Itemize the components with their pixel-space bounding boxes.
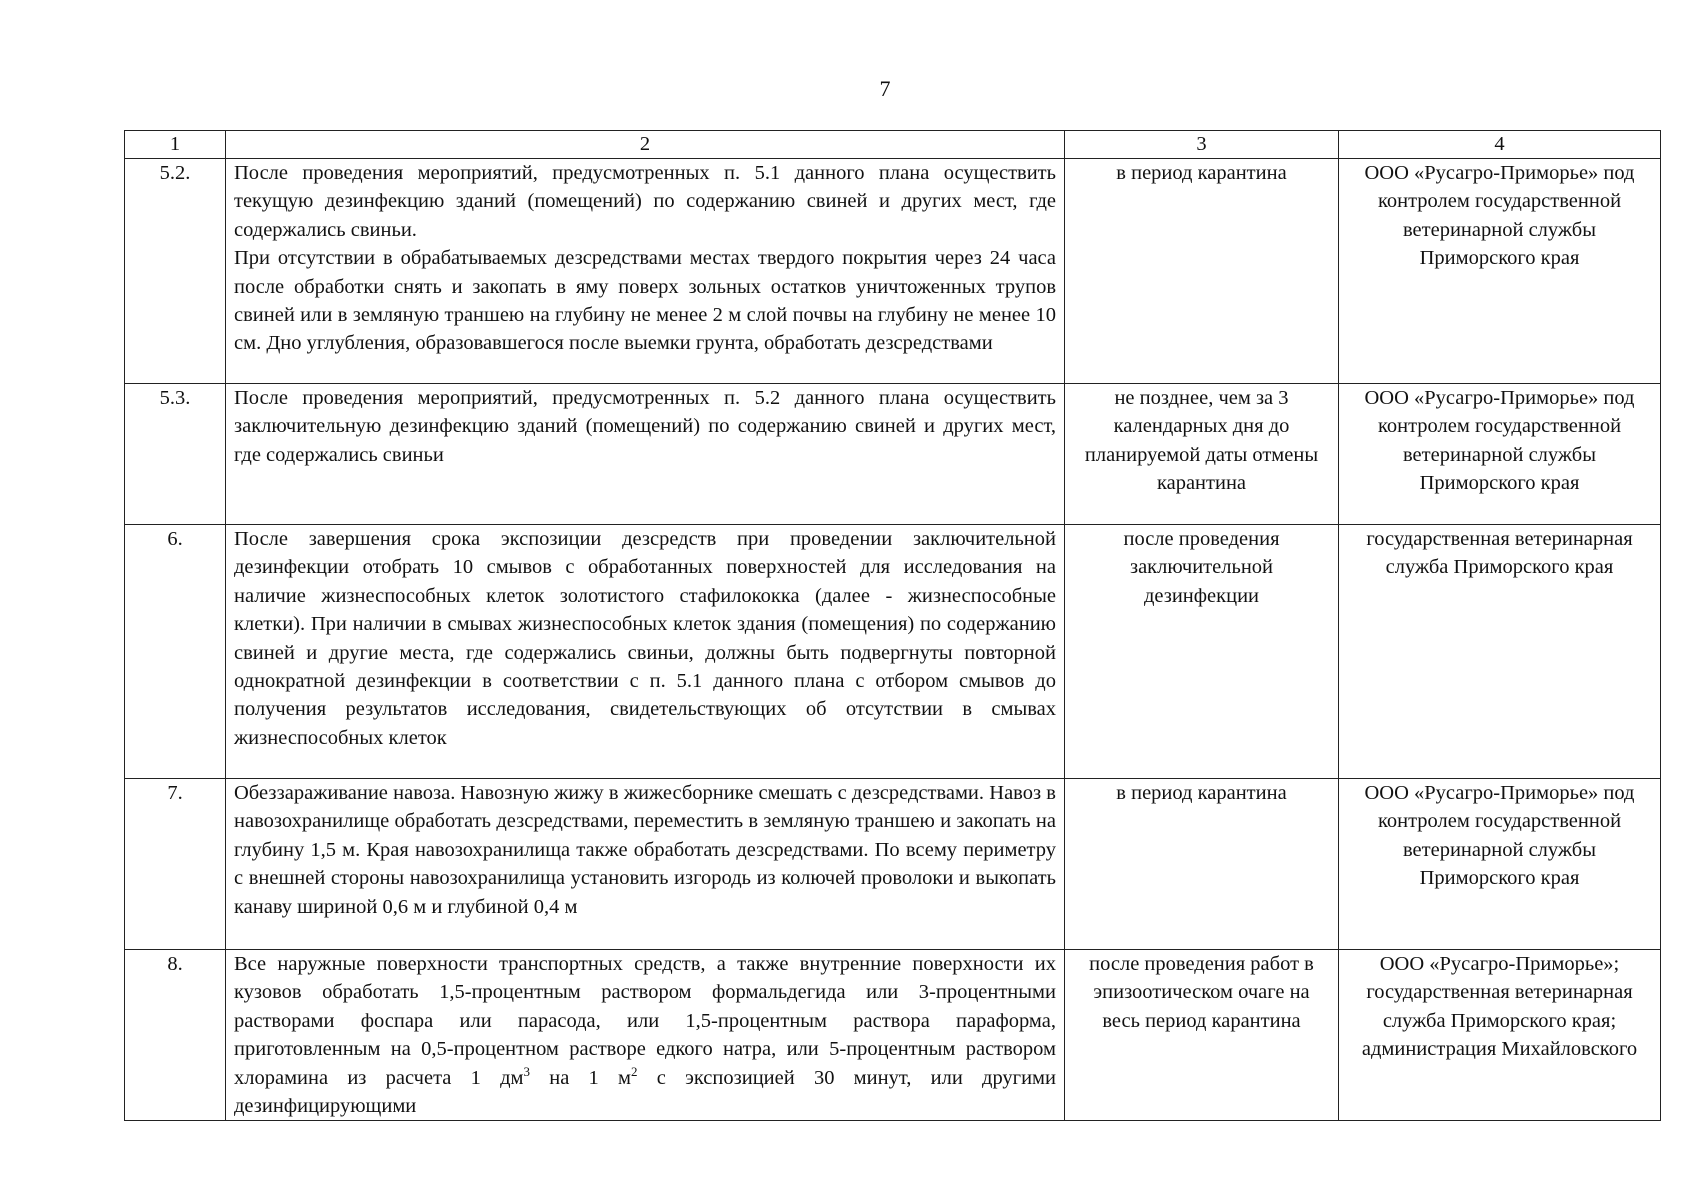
row-action [226,384,1065,525]
action-paragraph: При отсутствии в обрабатываемых дезсредствами местах твердого покрытия через 24 часа после обработки снять и закопать в яму поверх зольных остатков уничтоженных трупов свиней или в земляную траншею на глубину не менее 2 м слой почвы на глубину не менее 10 см. Дно углубления, образовавшегося после выемки грунта, обработать дезсредствами [234,247,1056,355]
column-number-4: 4 [1339,131,1661,159]
row-number: 5.3. [125,384,226,525]
column-number-3: 3 [1065,131,1339,159]
row-responsible: ООО «Русагро-Приморье» под контролем государственной ветеринарной службы Приморского края [1339,159,1661,384]
row-responsible: государственная ветеринарная служба Приморского края [1339,525,1661,779]
row-action [226,950,1065,1121]
table-row [125,950,1661,1121]
row-number: 8. [125,950,226,1121]
action-text-part: Все наружные поверхности транспортных средств, а также внутренние поверхности их кузовов обработать 1,5-процентным раствором формальдегида или 3-процентными растворами фоспара или парасода, или 1,5-процентным раствора параформа, приготовленным на 0,5-процентном растворе едкого натра, или 5-процентным раствором хлорамина из расчета 1 дм [234,953,1056,1089]
column-number-2: 2 [226,131,1065,159]
row-responsible: ООО «Русагро-Приморье»; государственная ветеринарная служба Приморского края; администрация Михайловского [1339,950,1661,1121]
row-number: 6. [125,525,226,779]
page-number: 7 [879,76,891,101]
row-action [226,525,1065,779]
row-responsible: ООО «Русагро-Приморье» под контролем государственной ветеринарной службы Приморского края [1339,779,1661,950]
row-number: 7. [125,779,226,950]
action-paragraph: После проведения мероприятий, предусмотренных п. 5.1 данного плана осуществить текущую дезинфекцию зданий (помещений) по содержанию свиней и других мест, где содержались свиньи. [234,162,1056,241]
superscript-2: 2 [631,1063,638,1079]
row-number: 5.2. [125,159,226,384]
row-term: в период карантина [1065,159,1339,384]
table-row [125,525,1661,779]
action-paragraph [234,950,1056,1120]
action-text-part: с экспозицией 30 минут, или другими дезинфицирующими [234,1066,1056,1118]
row-term: не позднее, чем за 3 календарных дня до планируемой даты отмены карантина [1065,384,1339,525]
action-paragraph: Обеззараживание навоза. Навозную жижу в жижесборнике смешать с дезсредствами. Навоз в навозохранилище обработать дезсредствами, переместить в земляную траншею и закопать на глубину 1,5 м. Края навозохранилища также обработать дезсредствами. По всему периметру с внешней стороны навозохранилища установить изгородь из колючей проволоки и выкопать канаву шириной 0,6 м и глубиной 0,4 м [234,782,1056,918]
row-term: в период карантина [1065,779,1339,950]
action-paragraph: После проведения мероприятий, предусмотренных п. 5.2 данного плана осуществить заключительную дезинфекцию зданий (помещений) по содержанию свиней и других мест, где содержались свиньи [234,387,1056,466]
row-action [226,779,1065,950]
column-number-1: 1 [125,131,226,159]
row-responsible: ООО «Русагро-Приморье» под контролем государственной ветеринарной службы Приморского края [1339,384,1661,525]
row-term: после проведения заключительной дезинфекции [1065,525,1339,779]
table-row [125,384,1661,525]
action-plan-table [124,130,1661,1121]
action-text-part: на 1 м [530,1066,631,1089]
table-row [125,779,1661,950]
table-header-row [125,131,1661,159]
superscript-3: 3 [523,1063,530,1079]
row-term: после проведения работ в эпизоотическом очаге на весь период карантина [1065,950,1339,1121]
table-row [125,159,1661,384]
row-action [226,159,1065,384]
action-paragraph: После завершения срока экспозиции дезсредств при проведении заключительной дезинфекции отобрать 10 смывов с обработанных поверхностей для исследования на наличие жизнеспособных клеток золотистого стафилококка (далее - жизнеспособные клетки). При наличии в смывах жизнеспособных клеток здания (помещения) по содержанию свиней и другие места, где содержались свиньи, должны быть подвергнуты повторной однократной дезинфекции в соответствии с п. 5.1 данного плана с отбором смывов до получения результатов исследования, свидетельствующих об отсутствии в смывах жизнеспособных клеток [234,528,1056,749]
